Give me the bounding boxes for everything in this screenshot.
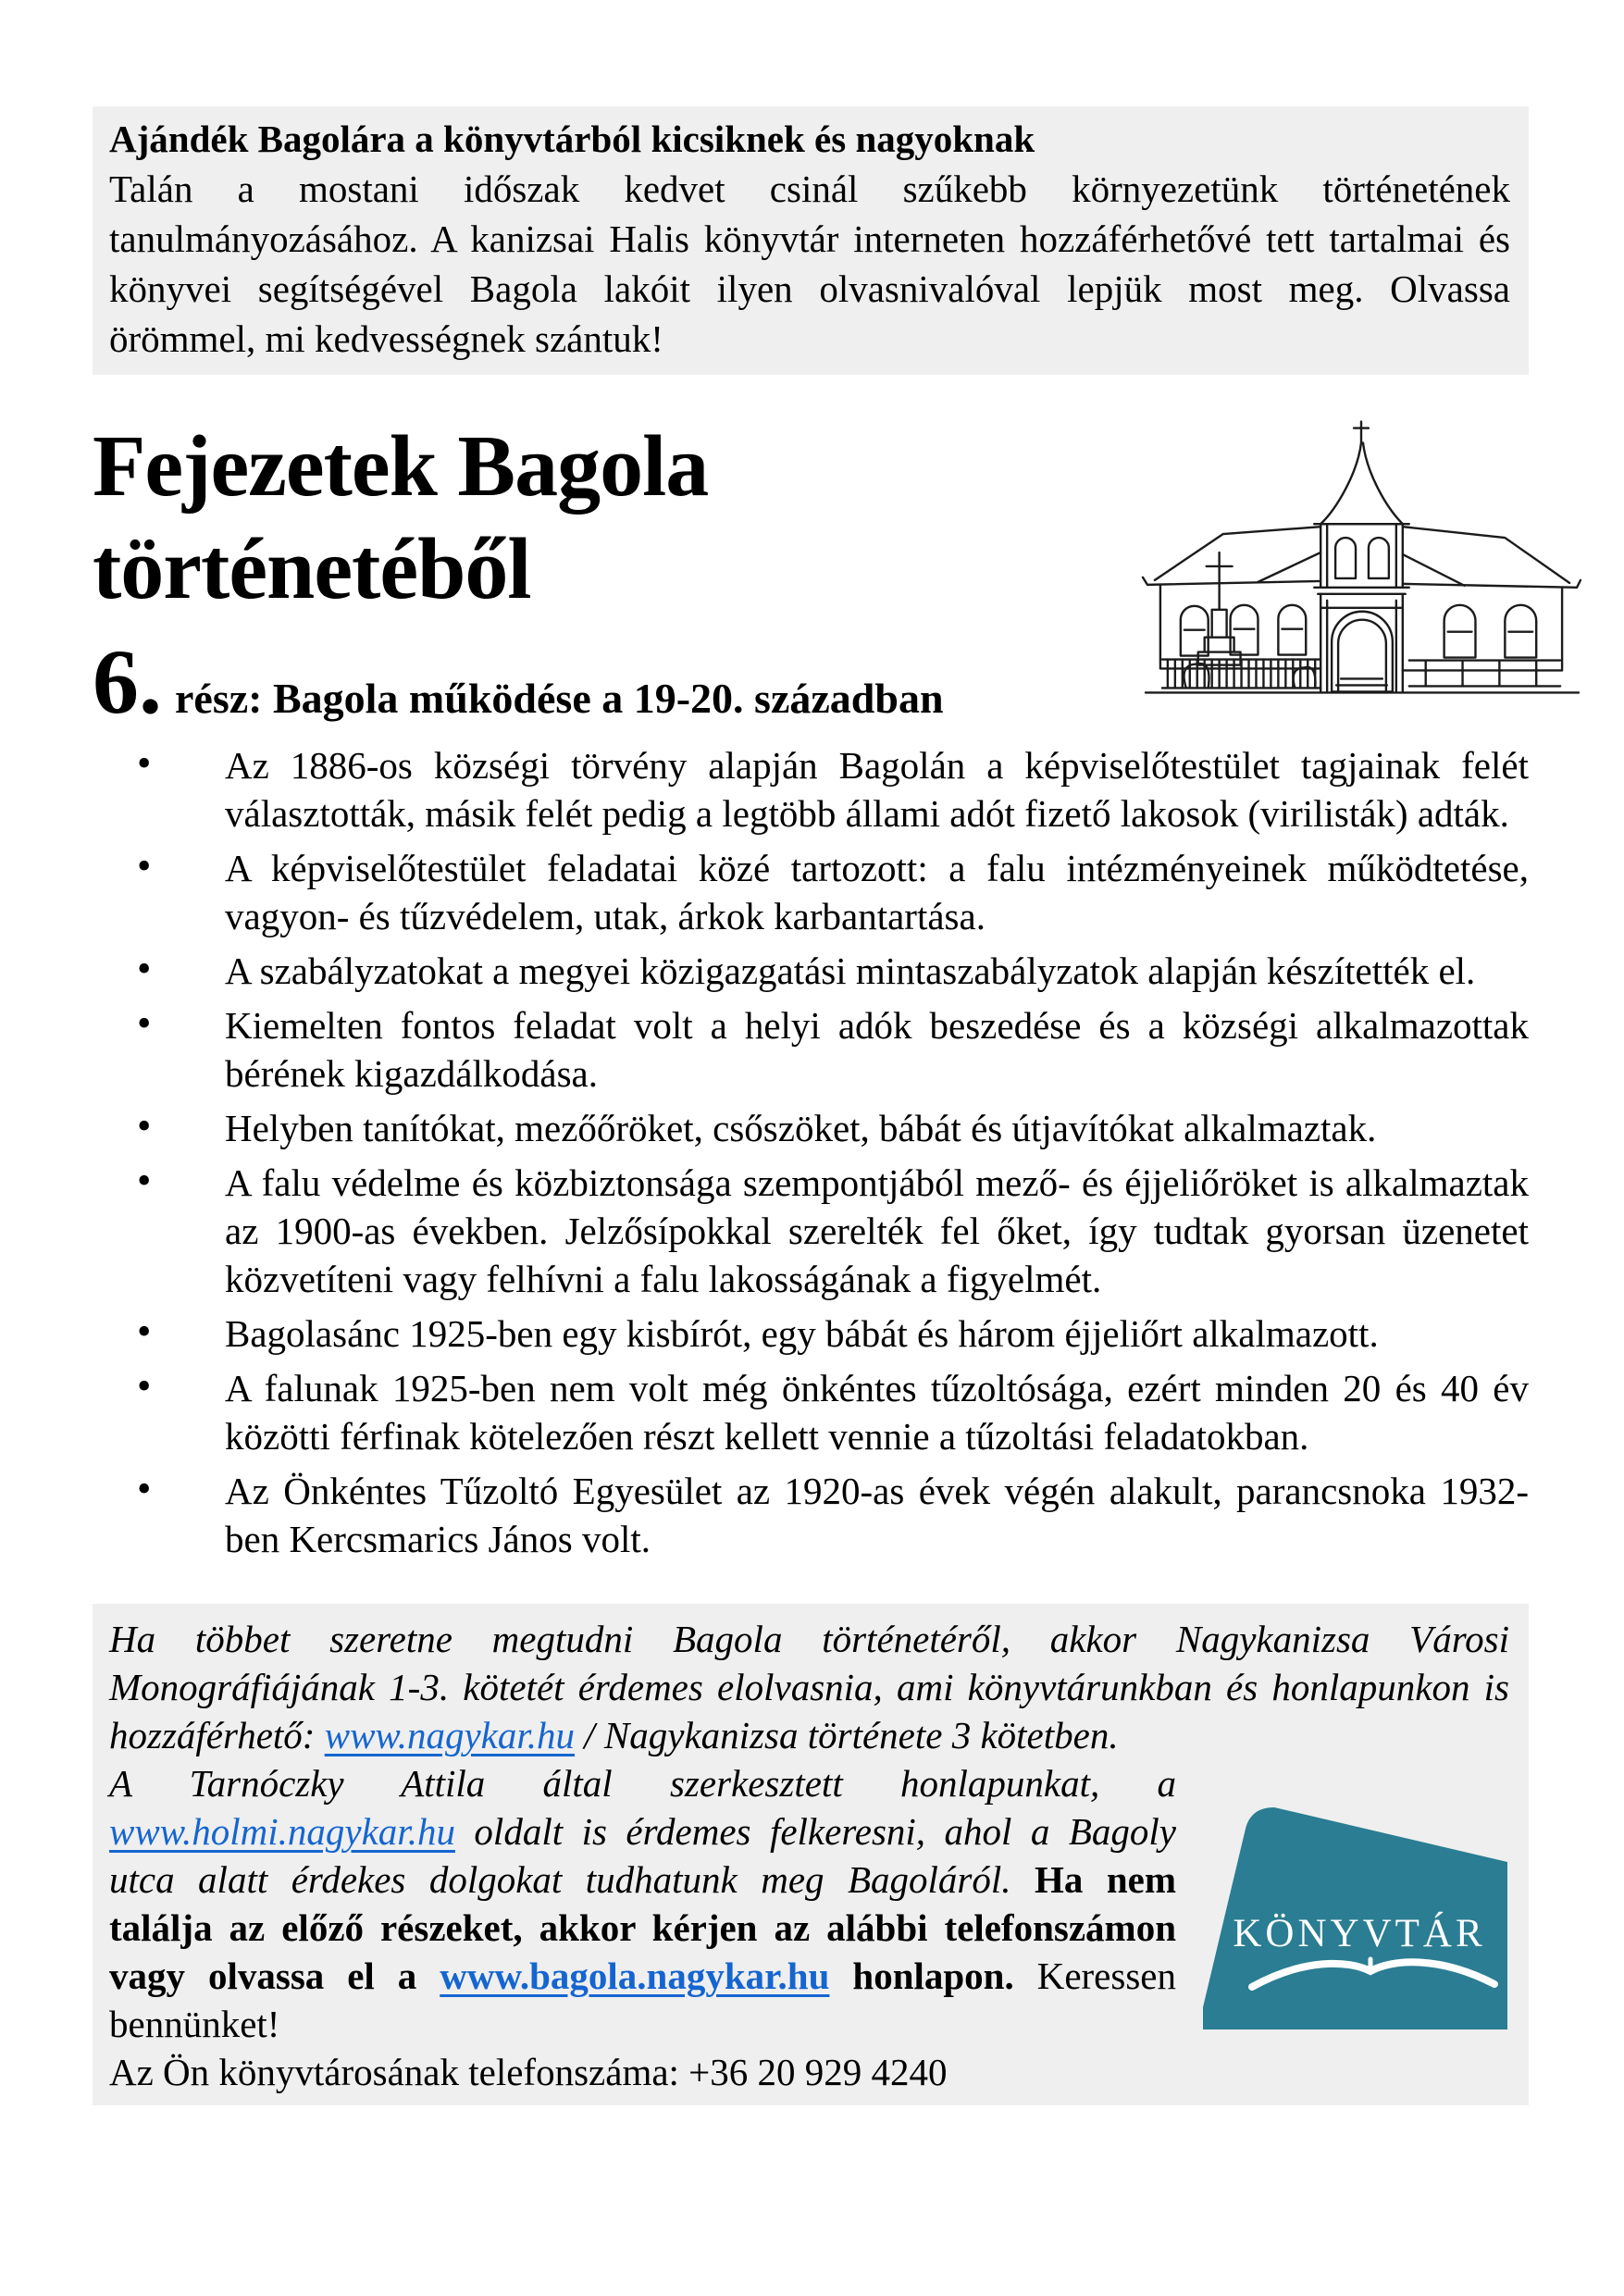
librarian-phone-line: Az Ön könyvtárosának telefonszáma: +36 20 929 4240	[109, 2051, 948, 2093]
church-line-drawing-svg	[1140, 417, 1582, 695]
history-bullet-list	[93, 741, 1529, 1563]
intro-title: Ajándék Bagolára a könyvtárból kicsiknek és nagyoknak	[109, 118, 1035, 160]
footer-text: oldalt is érdemes felkeresni, ahol a Bagoly utca alatt érdekes dolgokat tudhatunk meg Bagoláról.	[109, 1810, 1176, 1901]
part-heading	[93, 630, 1122, 733]
footer-text: A Tarnóczky Attila által szerkesztett honlapunkat, a	[109, 1762, 1176, 1805]
link-holmi-nagykar[interactable]: www.holmi.nagykar.hu	[109, 1810, 455, 1853]
page-content	[0, 106, 1624, 2105]
page-title-line2: történetéből	[93, 521, 531, 617]
library-logo-svg	[1200, 1805, 1510, 2031]
part-title: rész: Bagola működése a 19-20. században	[175, 675, 944, 722]
list-item: • Bagolasánc 1925-ben egy kisbírót, egy bábát és három éjjeliőrt alkalmazott.	[93, 1309, 1529, 1358]
link-nagykar[interactable]: www.nagykar.hu	[324, 1714, 576, 1756]
list-item: • A falu védelme és közbiztonsága szempontjából mező- és éjjeliőröket is alkalmaztak az 1900-as években. Jelzősípokkal szerelték fel őket, így tudtak gyorsan üzenetet közvetíteni vagy felhívni a falu lakosságának a figyelmét.	[93, 1159, 1529, 1303]
church-illustration	[1140, 417, 1582, 695]
list-item: • A falunak 1925-ben nem volt még önkéntes tűzoltósága, ezért minden 20 és 40 év közötti férfinak kötelezően részt kellett vennie a tűzoltási feladatokban.	[93, 1364, 1529, 1460]
link-bagola-nagykar[interactable]: www.bagola.nagykar.hu	[440, 1955, 830, 1997]
footer-text: Keressen bennünket!	[109, 1955, 1176, 2045]
footer-text-bold: honlapon.	[829, 1955, 1014, 1997]
list-item: • Az 1886-os községi törvény alapján Bagolán a képviselőtestület tagjainak felét választották, másik felét pedig a legtöbb állami adót fizető lakosok (virilisták) adták.	[93, 741, 1529, 838]
footer-text: Ha többet szeretne megtudni Bagola történetéről, akkor Nagykanizsa Városi Monográfiájának 1-3. kötetét érdemes elolvasnia, ami könyvtárunkban és honlapunkon is hozzáférhető:	[109, 1618, 1509, 1756]
part-number: 6.	[93, 630, 162, 733]
intro-body: Talán a mostani időszak kedvet csinál szűkebb környezetünk történetének tanulmányozásához. A kanizsai Halis könyvtár interneten hozzáférhetővé tett tartalmai és könyvei segítségével Bagola lakóit ilyen olvasnivalóval lepjük most meg. Olvassa örömmel, mi kedvességnek szántuk!	[109, 168, 1510, 360]
list-item: • Kiemelten fontos feladat volt a helyi adók beszedése és a községi alkalmazottak bérének kigazdálkodása.	[93, 1001, 1529, 1098]
list-item: • A szabályzatokat a megyei közigazgatási mintaszabályzatok alapján készítették el.	[93, 947, 1529, 995]
intro-box	[93, 106, 1529, 375]
logo-wordmark: KÖNYVTÁR	[1233, 1912, 1486, 1955]
library-logo	[1200, 1805, 1510, 2031]
footer-text-bold: Ha nem találja az előző részeket, akkor kérjen az alábbi telefonszámon vagy olvassa el a	[109, 1858, 1176, 1997]
list-item: • Helyben tanítókat, mezőőröket, csőszöket, bábát és útjavítókat alkalmaztak.	[93, 1104, 1529, 1152]
footer-box	[93, 1604, 1529, 2105]
list-item: • Az Önkéntes Tűzoltó Egyesület az 1920-as évek végén alakult, parancsnoka 1932-ben Kercsmarics János volt.	[93, 1467, 1529, 1563]
spire-cross-icon	[1354, 422, 1369, 443]
headline-section	[93, 416, 1529, 1563]
logo-float-spacer	[1509, 1615, 1510, 1805]
list-item: • A képviselőtestület feladatai közé tartozott: a falu intézményeinek működtetése, vagyon- és tűzvédelem, utak, árkok karbantartása.	[93, 844, 1529, 940]
page-title-line1: Fejezetek Bagola	[93, 418, 709, 515]
footer-text: / Nagykanizsa története 3 kötetben.	[575, 1714, 1119, 1756]
